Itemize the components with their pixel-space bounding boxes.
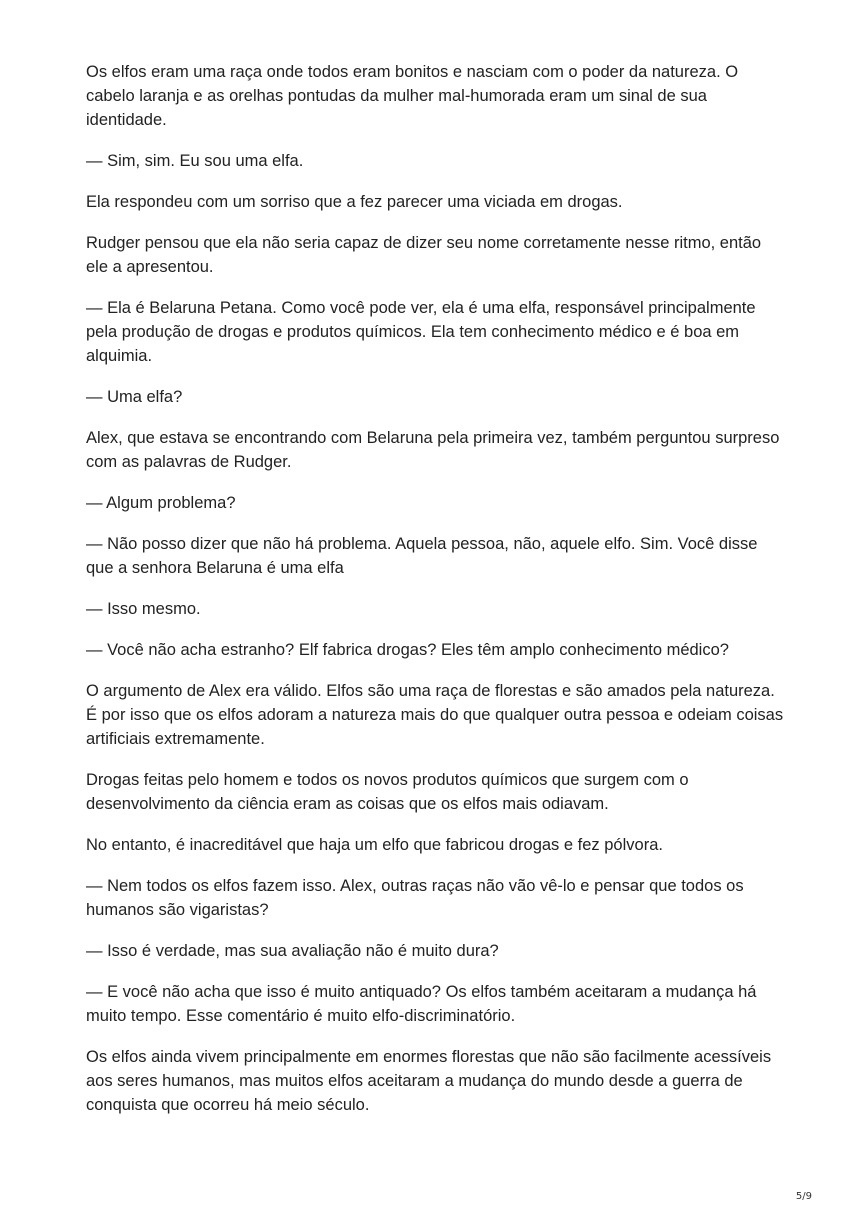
paragraph: — Nem todos os elfos fazem isso. Alex, outras raças não vão vê-lo e pensar que todos os humanos são vigaristas? [86,877,744,919]
document-page [86,60,786,1134]
paragraph: — Sim, sim. Eu sou uma elfa. [86,152,304,170]
paragraph: — Ela é Belaruna Petana. Como você pode ver, ela é uma elfa, responsável principalmente pela produção de drogas e produtos químicos. Ela tem conhecimento médico e é boa em alquimia. [86,299,756,365]
paragraph: — Algum problema? [86,494,236,512]
paragraph: Alex, que estava se encontrando com Belaruna pela primeira vez, também perguntou surpreso com as palavras de Rudger. [86,429,780,471]
paragraph: — Não posso dizer que não há problema. Aquela pessoa, não, aquele elfo. Sim. Você disse que a senhora Belaruna é uma elfa [86,535,758,577]
paragraph: Os elfos eram uma raça onde todos eram bonitos e nasciam com o poder da natureza. O cabelo laranja e as orelhas pontudas da mulher mal-humorada eram um sinal de sua identidade. [86,63,739,129]
page-number: 5/9 [795,1191,812,1202]
paragraph: Ela respondeu com um sorriso que a fez parecer uma viciada em drogas. [86,193,623,211]
paragraph: — Isso é verdade, mas sua avaliação não é muito dura? [86,942,499,960]
paragraph: No entanto, é inacreditável que haja um elfo que fabricou drogas e fez pólvora. [86,836,663,854]
paragraph: Drogas feitas pelo homem e todos os novos produtos químicos que surgem com o desenvolvimento da ciência eram as coisas que os elfos mais odiavam. [86,771,689,813]
paragraph: — E você não acha que isso é muito antiquado? Os elfos também aceitaram a mudança há muito tempo. Esse comentário é muito elfo-discriminatório. [86,983,757,1025]
paragraph: — Você não acha estranho? Elf fabrica drogas? Eles têm amplo conhecimento médico? [86,641,729,659]
paragraph: Os elfos ainda vivem principalmente em enormes florestas que não são facilmente acessíveis aos seres humanos, mas muitos elfos aceitaram a mudança do mundo desde a guerra de conquista que ocorreu há meio século. [86,1048,772,1114]
paragraph: — Isso mesmo. [86,600,201,618]
paragraph: — Uma elfa? [86,388,183,406]
paragraph: O argumento de Alex era válido. Elfos são uma raça de florestas e são amados pela natureza. É por isso que os elfos adoram a natureza mais do que qualquer outra pessoa e odeiam coisas artificiais extremamente. [86,682,784,748]
paragraph: Rudger pensou que ela não seria capaz de dizer seu nome corretamente nesse ritmo, então ele a apresentou. [86,234,762,276]
